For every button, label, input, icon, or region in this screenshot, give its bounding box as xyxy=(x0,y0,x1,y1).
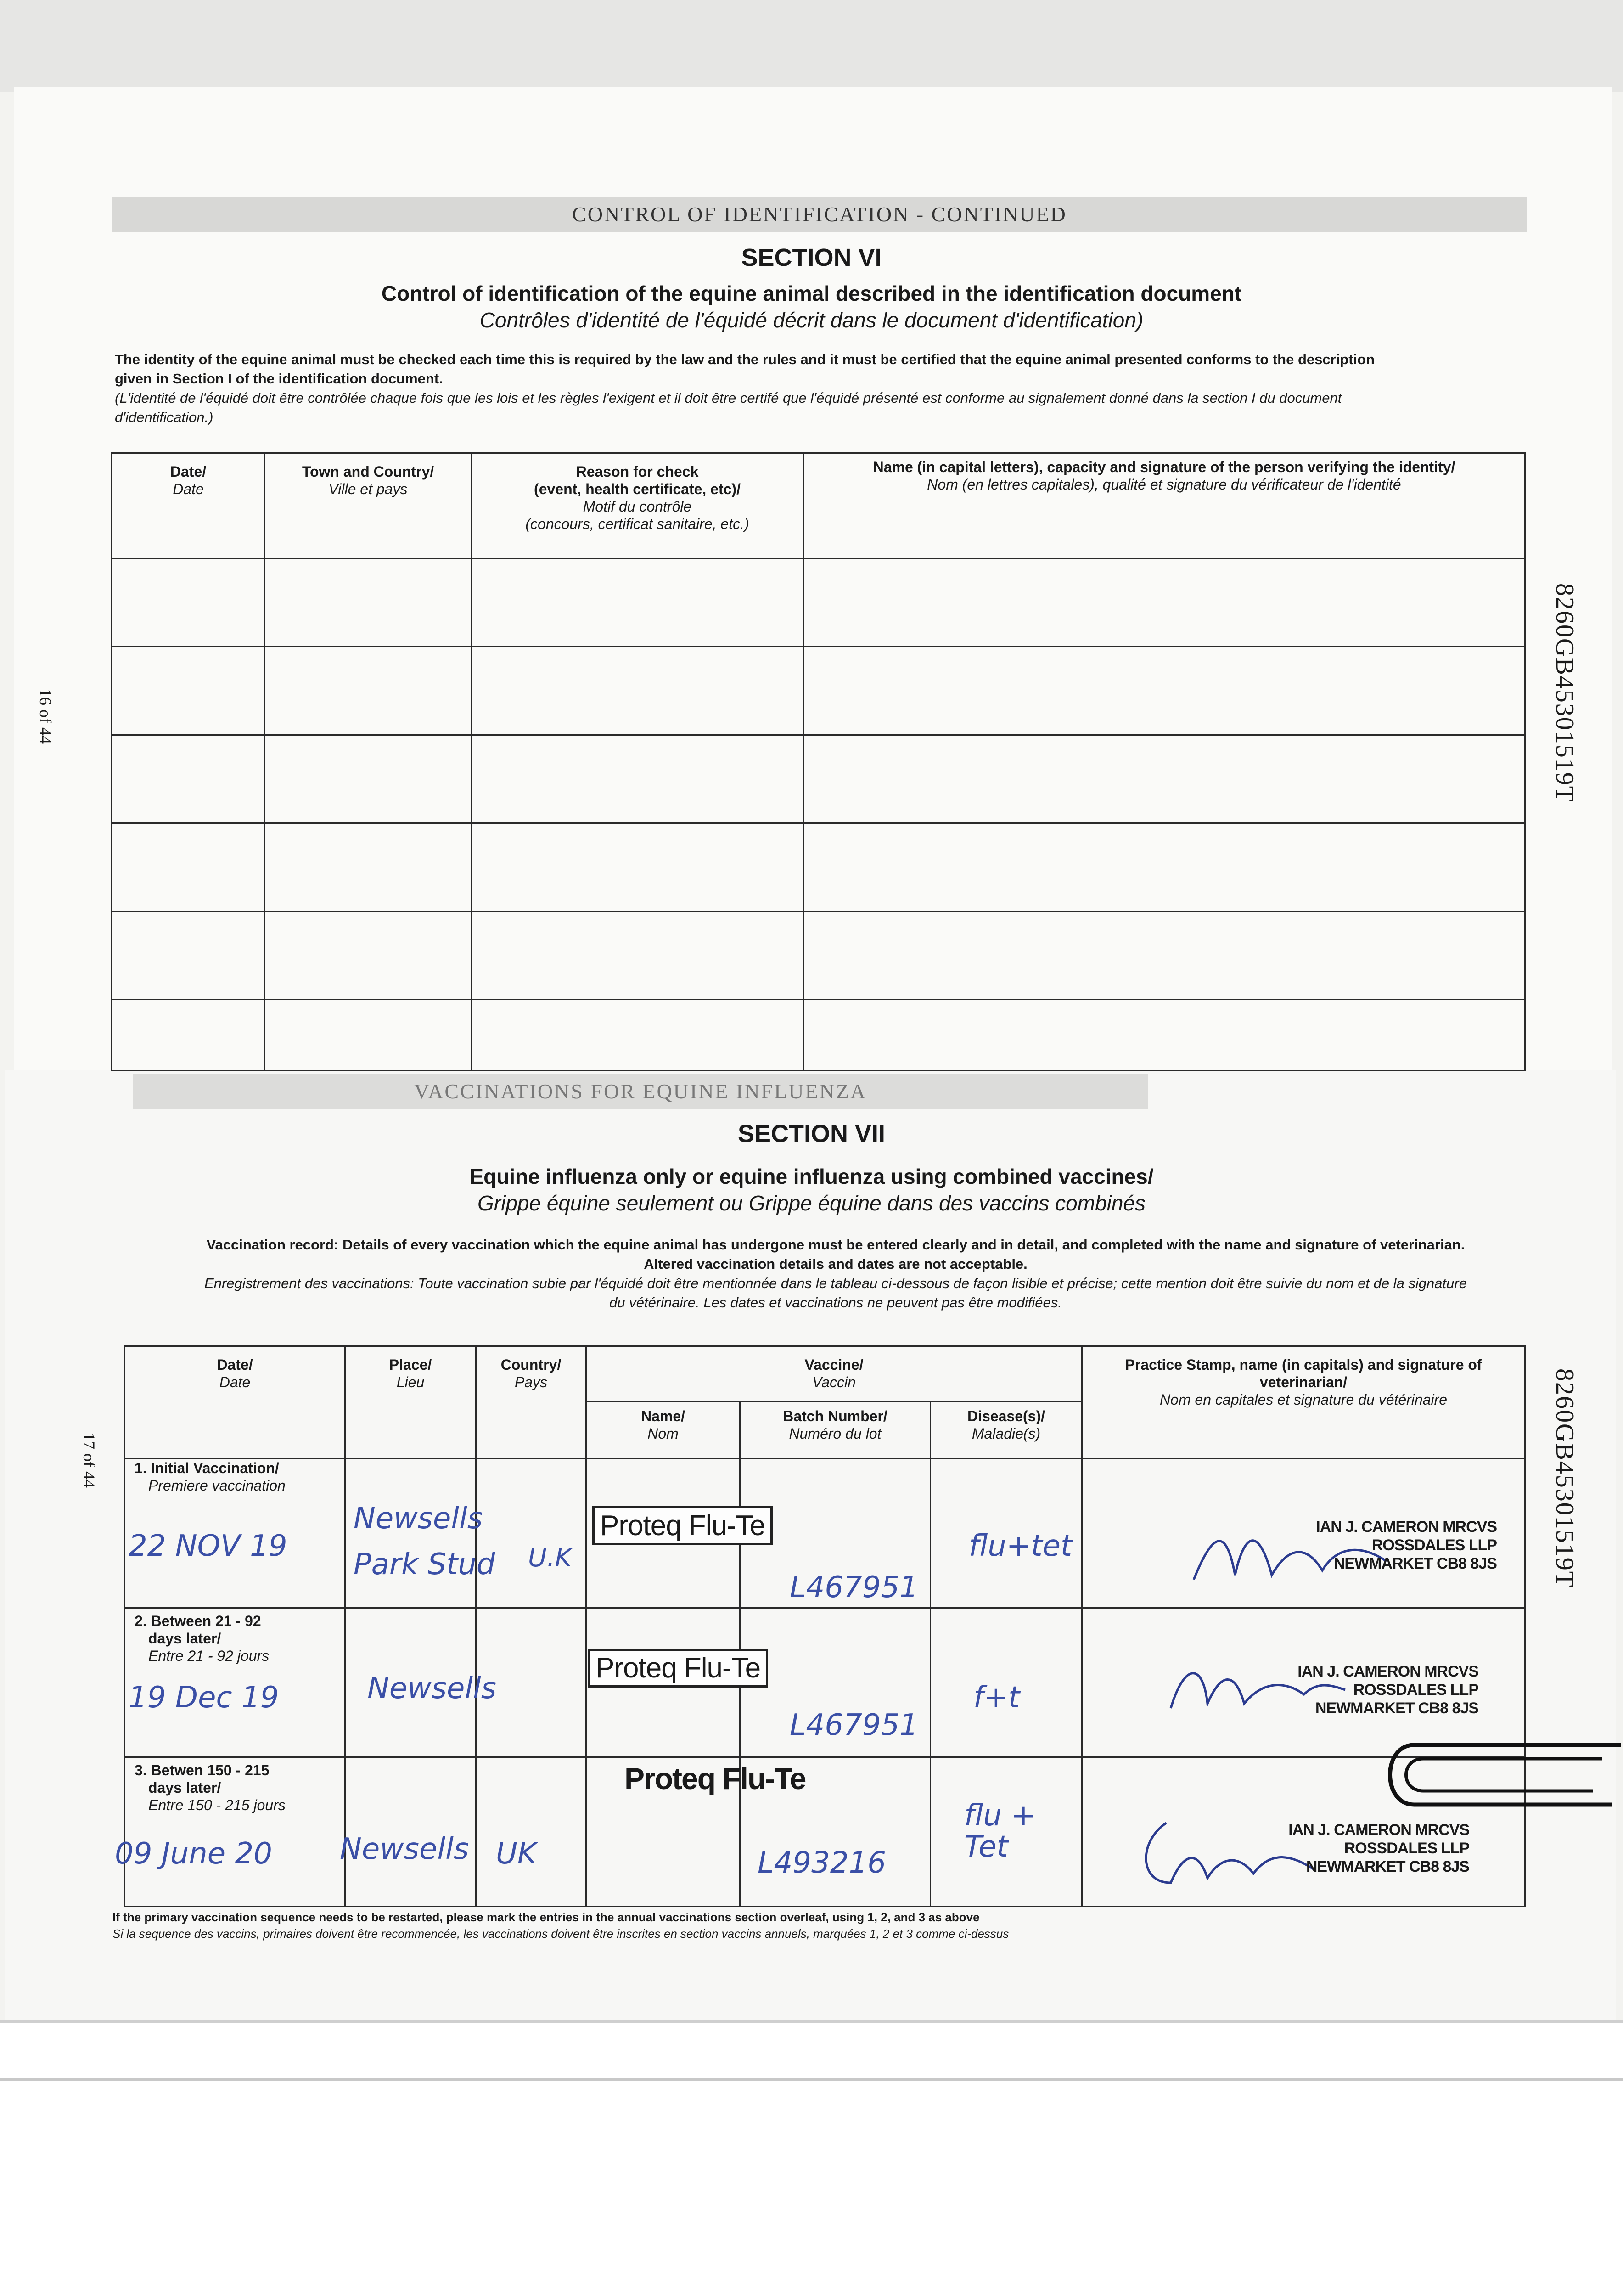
intro-fr-line-2: d'identification.) xyxy=(115,409,213,425)
cell-reason[interactable] xyxy=(472,647,803,735)
cell-place[interactable] xyxy=(345,1757,476,1907)
row3-place: Newsells xyxy=(340,1832,469,1866)
row1-batch: L467951 xyxy=(790,1570,918,1604)
identity-check-table xyxy=(111,452,1526,1071)
intro-fr-line-2: du vétérinaire. Les dates et vaccinations ne peuvent pas être modifiées. xyxy=(609,1294,1062,1311)
cell-town[interactable] xyxy=(265,912,472,1000)
section-vi-heading-en: Control of identification of the equine animal described in the identification document xyxy=(381,281,1242,305)
row3-vaccine-stamp: Proteq Flu-Te xyxy=(624,1761,806,1795)
row3-disease: flu + Tet xyxy=(964,1799,1036,1864)
section-vii-banner: VACCINATIONS FOR EQUINE INFLUENZA xyxy=(133,1074,1148,1109)
row3-country: UK xyxy=(496,1837,537,1871)
row2-date: 19 Dec 19 xyxy=(129,1681,279,1715)
cell-town[interactable] xyxy=(265,647,472,735)
col-header-date: Date/ Date xyxy=(125,1346,345,1459)
section-vi-title: SECTION VI xyxy=(741,244,882,271)
cell-verifier[interactable] xyxy=(803,912,1525,1000)
cell-date[interactable] xyxy=(112,912,265,1000)
row1-date: 22 NOV 19 xyxy=(129,1529,287,1563)
col-header-reason: Reason for check (event, health certificate, etc)/ Motif du contrôle (concours, certificat sanitaire, etc.) xyxy=(472,453,803,559)
cell-date[interactable] xyxy=(112,647,265,735)
row1-place-line2: Park Stud xyxy=(354,1548,495,1581)
section-vi-banner: CONTROL OF IDENTIFICATION - CONTINUED xyxy=(112,197,1527,232)
cell-date[interactable] xyxy=(112,823,265,912)
side-passport-code-lower: 8260GB45301519T xyxy=(1550,1368,1579,1588)
col-header-date: Date/ Date xyxy=(112,453,265,559)
row1-country: U.K xyxy=(528,1543,572,1573)
row2-disease: f+t xyxy=(973,1681,1020,1715)
section-vii-intro xyxy=(133,1235,1538,1312)
table-row xyxy=(112,1000,1525,1071)
row-label-3: 3. Betwen 150 - 215 days later/ Entre 150 - 215 jours xyxy=(135,1762,286,1813)
col-header-disease: Disease(s)/ Maladie(s) xyxy=(931,1401,1082,1459)
row2-batch: L467951 xyxy=(790,1708,918,1742)
scan-divider xyxy=(0,2078,1623,2081)
intro-en-line-2: Altered vaccination details and dates are not acceptable. xyxy=(644,1256,1028,1272)
cell-date[interactable] xyxy=(112,1000,265,1071)
cell-town[interactable] xyxy=(265,823,472,912)
col-header-vaccine-name: Name/ Nom xyxy=(586,1401,740,1459)
section-vii-title: SECTION VII xyxy=(737,1120,886,1148)
row3-batch: L493216 xyxy=(758,1846,886,1880)
side-passport-code-upper: 8260GB45301519T xyxy=(1550,583,1579,803)
cell-verifier[interactable] xyxy=(803,647,1525,735)
col-header-place: Place/ Lieu xyxy=(345,1346,476,1459)
cell-verifier[interactable] xyxy=(803,1000,1525,1071)
row1-place-line1: Newsells xyxy=(354,1502,483,1536)
cell-reason[interactable] xyxy=(472,559,803,647)
table-row xyxy=(112,912,1525,1000)
scan-background-top xyxy=(0,0,1623,92)
row1-vet-stamp: IAN J. CAMERON MRCVS ROSSDALES LLP NEWMARKET CB8 8JS xyxy=(1316,1518,1497,1572)
section-vii-heading-fr: Grippe équine seulement ou Grippe équine dans des vaccins combinés xyxy=(477,1191,1146,1215)
col-header-vaccine: Vaccine/ Vaccin xyxy=(586,1346,1082,1401)
row2-place: Newsells xyxy=(367,1671,497,1705)
row-label-2: 2. Between 21 - 92 days later/ Entre 21 - 92 jours xyxy=(135,1613,270,1664)
col-header-batch: Batch Number/ Numéro du lot xyxy=(740,1401,931,1459)
row3-date: 09 June 20 xyxy=(115,1837,272,1871)
intro-en: Details of every vaccination which the equine animal has undergone must be entered clearly and in detail, and completed with the name and signature of veterinarian. xyxy=(342,1237,1465,1253)
section-vi-heading-fr: Contrôles d'identité de l'équidé décrit dans le document d'identification) xyxy=(479,308,1144,332)
section-vi-intro xyxy=(115,350,1529,427)
table-row xyxy=(112,823,1525,912)
cell-town[interactable] xyxy=(265,559,472,647)
cell-reason[interactable] xyxy=(472,735,803,823)
col-header-country: Country/ Pays xyxy=(476,1346,586,1459)
footnote-fr: Si la sequence des vaccins, primaires doivent être recommencée, les vaccinations doivent être inscrites en section vaccins annuels, marquées 1, 2 et 3 comme ci-dessus xyxy=(112,1927,1009,1941)
cell-country[interactable] xyxy=(476,1459,586,1608)
col-header-town: Town and Country/ Ville et pays xyxy=(265,453,472,559)
cell-reason[interactable] xyxy=(472,912,803,1000)
table-row xyxy=(112,735,1525,823)
cell-reason[interactable] xyxy=(472,823,803,912)
cell-verifier[interactable] xyxy=(803,735,1525,823)
cell-reason[interactable] xyxy=(472,1000,803,1071)
cell-date[interactable] xyxy=(112,559,265,647)
page-number-16: 16 of 44 xyxy=(36,689,55,744)
row1-disease: flu+tet xyxy=(969,1529,1073,1563)
cell-verifier[interactable] xyxy=(803,823,1525,912)
paper-clip-icon xyxy=(1373,1727,1623,1823)
row3-vet-stamp: IAN J. CAMERON MRCVS ROSSDALES LLP NEWMARKET CB8 8JS xyxy=(1288,1821,1469,1875)
cell-town[interactable] xyxy=(265,1000,472,1071)
row2-vaccine-stamp: Proteq Flu-Te xyxy=(588,1649,768,1688)
row1-vaccine-stamp: Proteq Flu-Te xyxy=(592,1506,773,1545)
intro-en-line-2: given in Section I of the identification document. xyxy=(115,371,443,387)
row2-vet-stamp: IAN J. CAMERON MRCVS ROSSDALES LLP NEWMARKET CB8 8JS xyxy=(1297,1663,1478,1717)
intro-fr-line-1: Enregistrement des vaccinations: Toute vaccination subie par l'équidé doit être mentionnée dans le tableau ci-dessous de façon lisible et précise; cette mention doit être suivie du nom et de la signature xyxy=(204,1275,1467,1291)
intro-en-line-1: The identity of the equine animal must be checked each time this is required by the law and the rules and it must be certified that the equine animal presented conforms to the description xyxy=(115,351,1375,367)
footnote-en: If the primary vaccination sequence needs to be restarted, please mark the entries in the annual vaccinations section overleaf, using 1, 2, and 3 as above xyxy=(112,1910,980,1924)
page-number-17: 17 of 44 xyxy=(80,1433,98,1488)
cell-verifier[interactable] xyxy=(803,559,1525,647)
table-row xyxy=(112,647,1525,735)
cell-town[interactable] xyxy=(265,735,472,823)
cell-date[interactable] xyxy=(112,735,265,823)
cell-date[interactable] xyxy=(125,1757,345,1907)
intro-label: Vaccination record: xyxy=(206,1237,339,1253)
scan-background-bottom xyxy=(0,2020,1623,2296)
col-header-verifier: Name (in capital letters), capacity and signature of the person verifying the identity/ Nom (en lettres capitales), qualité et signature du vérificateur de l'identité xyxy=(803,453,1525,559)
row-label-1: 1. Initial Vaccination/ Premiere vaccination xyxy=(135,1460,286,1494)
col-header-practice: Practice Stamp, name (in capitals) and signature of veterinarian/ Nom en capitales et signature du vétérinaire xyxy=(1082,1346,1525,1459)
cell-country[interactable] xyxy=(476,1757,586,1907)
section-vii-heading-en: Equine influenza only or equine influenza using combined vaccines/ xyxy=(469,1165,1154,1188)
intro-fr-line-1: (L'identité de l'équidé doit être contrôlée chaque fois que les lois et les règles l'exigent et il doit être certifé que l'équidé présenté est conforme au signalement donné dans la section I du document xyxy=(115,390,1342,406)
table-row xyxy=(112,559,1525,647)
